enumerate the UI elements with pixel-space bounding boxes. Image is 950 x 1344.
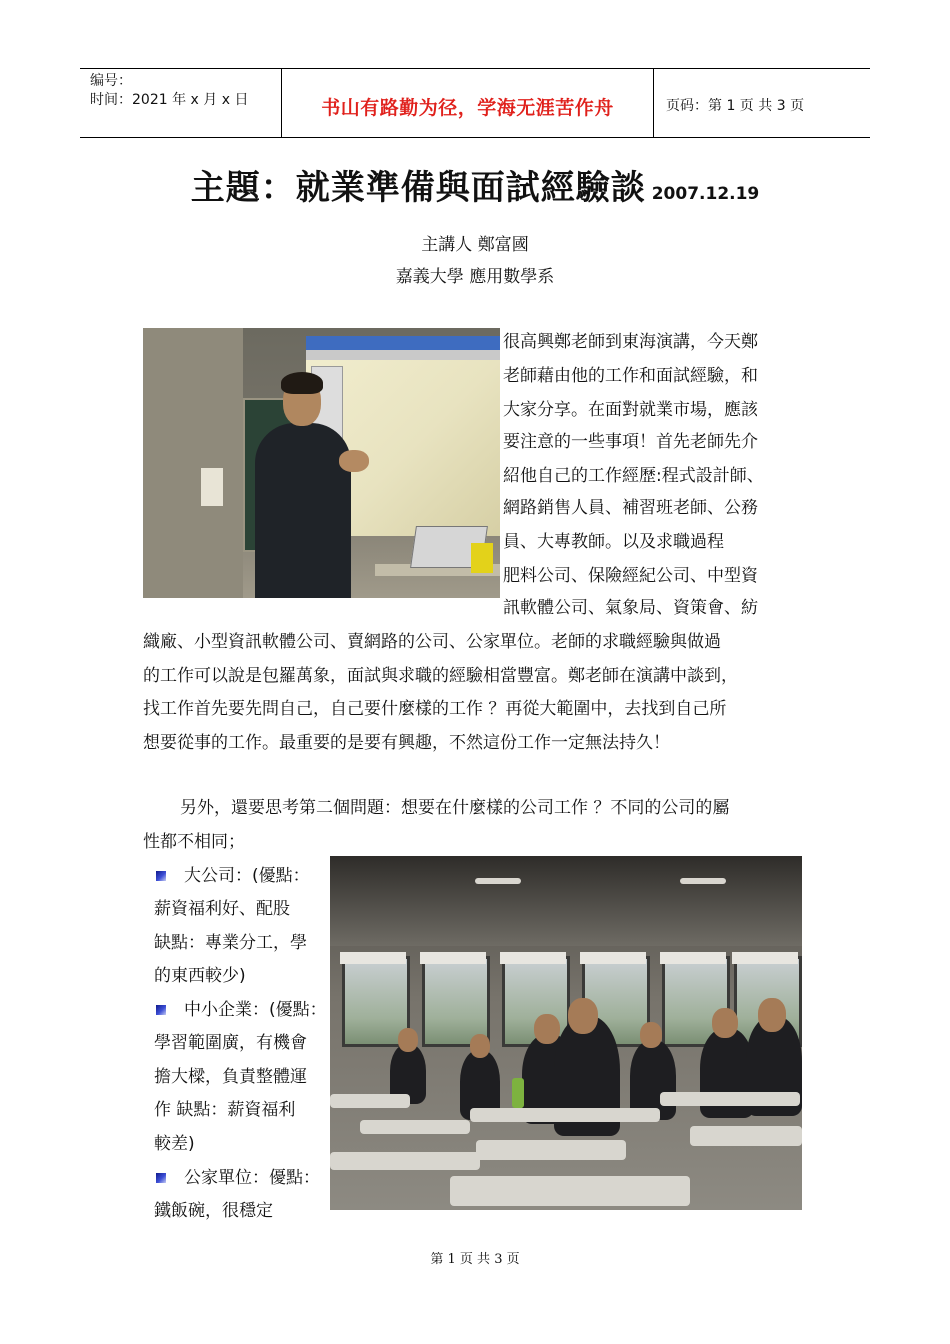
photo-wall [143,328,243,598]
list-item-text: 薪資福利好、配股 [154,899,290,919]
header-time: 时间：2021 年 x 月 x 日 [90,92,249,108]
photo-student-face [398,1028,418,1052]
bullet-icon [156,1173,166,1183]
photo-student-face [568,998,598,1034]
photo-student-face [534,1014,560,1044]
document-title [0,160,950,209]
title-main: 主題：就業準備與面試經驗談 [190,168,646,208]
photo-screen-titlebar [306,336,500,350]
photo-blind [340,952,406,964]
list-item-text: 大公司：(優點： [184,866,310,886]
photo-student-face [640,1022,662,1048]
bullet-icon [156,1005,166,1015]
photo-blind [500,952,566,964]
photo-blind [660,952,726,964]
text-line: 訊軟體公司、氣象局、資策會、紡 [503,598,758,618]
list-item-text: 較差) [154,1134,195,1154]
photo-desk [470,1108,660,1122]
list-item-text: 學習範圍廣，有機會 [154,1033,307,1053]
bullet-icon [156,871,166,881]
photo-desk [330,1152,480,1170]
list-item-text: 中小企業：(優點： [184,1000,327,1020]
text-line: 要注意的一些事項！首先老師先介 [503,432,758,452]
classroom-photo [330,856,802,1210]
photo-ceiling-fan [475,878,521,884]
page-header [80,68,870,138]
photo-student-face [712,1008,738,1038]
photo-student-face [470,1034,490,1058]
text-line: 另外，還要思考第二個問題：想要在什麼樣的公司工作 ？不同的公司的屬 [180,798,730,818]
photo-sign [201,468,223,506]
text-line: 紹他自己的工作經歷:程式設計師、 [503,466,764,486]
list-item-text: 公家單位：優點： [184,1168,320,1188]
text-line: 肥料公司、保險經紀公司、中型資 [503,566,758,586]
text-line: 的工作可以說是包羅萬象，面試與求職的經驗相當豐富。鄭老師在演講中談到， [143,666,738,686]
photo-desk [476,1140,626,1160]
photo-blind [580,952,646,964]
title-date: 2007.12.19 [651,184,760,204]
photo-ceiling [330,856,802,946]
text-line: 想要從事的工作。最重要的是要有興趣，不然這份工作一定無法持久！ [143,733,670,753]
text-line: 員、大專教師。以及求職過程 [503,532,724,552]
photo-speaker-hair [281,372,323,394]
list-item-text: 作 缺點：薪資福利 [154,1100,296,1120]
photo-desk [360,1120,470,1134]
header-divider [653,69,654,137]
header-number: 编号： [90,73,132,89]
photo-ceiling-fan [680,878,726,884]
photo-desk [450,1176,690,1206]
speaker-photo [143,328,500,598]
text-line: 很高興鄭老師到東海演講，今天鄭 [503,332,758,352]
photo-blind [420,952,486,964]
photo-desk [660,1092,800,1106]
department-line: 嘉義大學 應用數學系 [395,267,555,287]
speaker-line: 主講人 鄭富國 [421,235,529,255]
text-line: 性都不相同； [143,832,245,852]
photo-blind [732,952,798,964]
header-page-number: 页码：第 1 页 共 3 页 [666,98,805,114]
list-item-text: 的東西較少) [154,966,246,986]
header-motto: 书山有路勤为径，学海无涯苦作舟 [321,97,614,119]
photo-screen-toolbar [306,350,500,360]
photo-yellow-bag [471,543,493,573]
photo-speaker-hands [339,450,369,472]
list-item-text: 鐵飯碗，很穩定 [154,1201,273,1221]
header-meta [90,72,248,110]
page-footer: 第 1 页 共 3 页 [430,1252,520,1267]
text-line: 老師藉由他的工作和面試經驗，和 [503,366,758,386]
list-item-text: 擔大樑，負責整體運 [154,1067,307,1087]
text-line: 找工作首先要先問自己，自己要什麼樣的工作 ？再從大範圍中，去找到自己所 [143,699,727,719]
photo-speaker-body [255,423,351,598]
photo-student-face [758,998,786,1032]
photo-desk [690,1126,802,1146]
text-line: 織廠、小型資訊軟體公司、賣網路的公司、公家單位。老師的求職經驗與做過 [143,632,721,652]
photo-desk [330,1094,410,1108]
text-line: 網路銷售人員、補習班老師、公務 [503,498,758,518]
text-line: 大家分享。在面對就業市場，應該 [503,400,758,420]
list-item-text: 缺點：專業分工，學 [154,933,307,953]
photo-bottle [512,1078,524,1108]
